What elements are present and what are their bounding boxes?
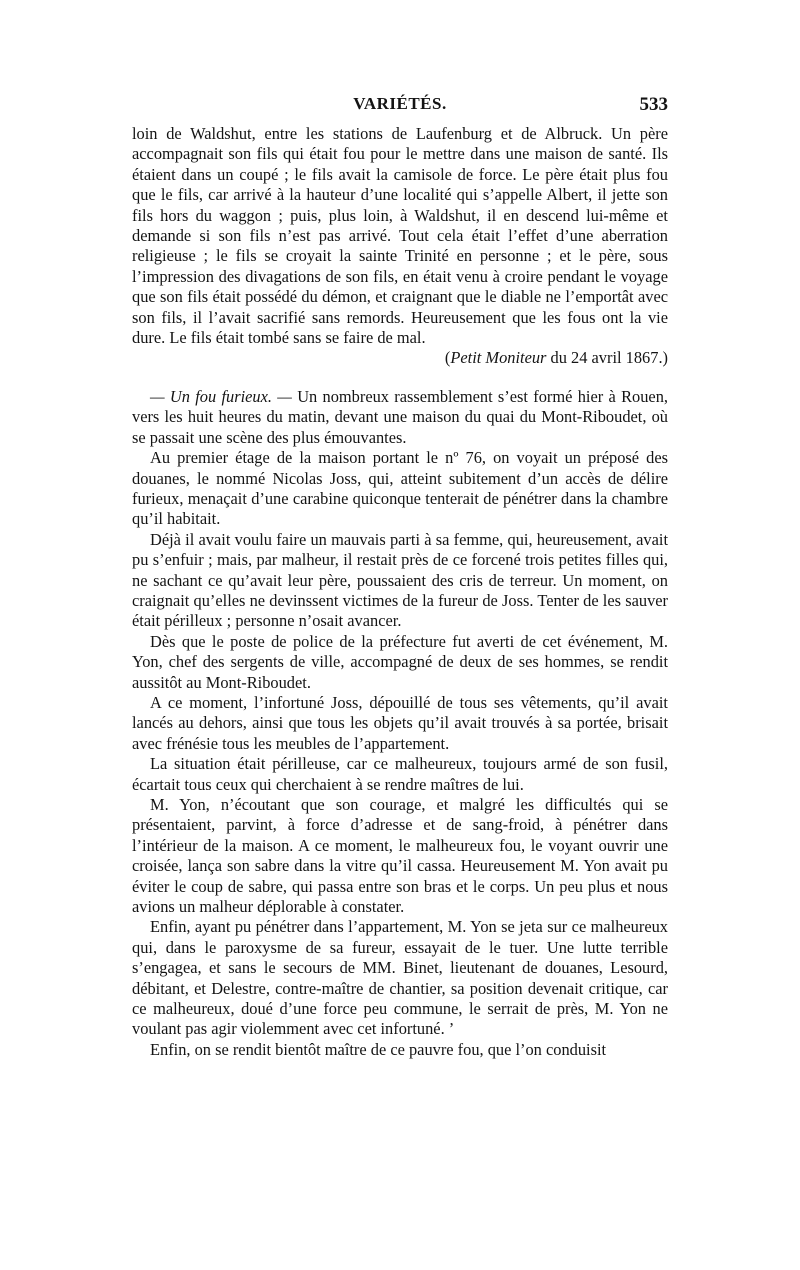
article-rubric: — Un fou furieux. — [150, 386, 292, 406]
source-date: du 24 avril 1867.) [546, 348, 668, 368]
article-paragraph: Au premier étage de la maison portant le nº 76, on voyait un préposé des douanes, le nommé Nicolas Joss, qui, atteint subitement d’un accès de délire furieux, menaçait d’une carabine quiconque tenterait de pénétrer dans la chambre qu’il habitait. [132, 448, 668, 529]
article-paragraph: A ce moment, l’infortuné Joss, dépouillé de tous ses vêtements, qu’il avait lancés au dehors, ainsi que tous les objets qu’il avait trouvés à sa portée, brisait avec frénésie tous les meubles de l’appartement. [132, 692, 668, 753]
running-head [132, 94, 668, 124]
page-body [132, 124, 668, 1060]
article-paragraph: Dès que le poste de police de la préfecture fut averti de cet événement, M. Yon, chef des sergents de ville, accompagné de deux de ses hommes, se rendit aussitôt au Mont-Riboudet. [132, 631, 668, 692]
page-number: 533 [639, 94, 668, 115]
article-paragraph: Enfin, ayant pu pénétrer dans l’appartement, M. Yon se jeta sur ce malheureux qui, dans le paroxysme de sa fureur, essayait de le tuer. Une lutte terrible s’engagea, et sans le secours de MM. Binet, lieutenant de douanes, Lesourd, débitant, et Delestre, contre-maître de chantier, sa position devenait critique, car ce malheureux, doué d’une force peu commune, le serrait de près, M. Yon ne voulant pas agir violemment avec cet infortuné. ’ [132, 917, 668, 1039]
article-intro [132, 387, 668, 448]
article-paragraph: M. Yon, n’écoutant que son courage, et malgré les difficultés qui se présentaient, parvint, à force d’adresse et de sang-froid, à pénétrer dans l’intérieur de la maison. A ce moment, le malheureux fou, le voyant ouvrir une croisée, lança son sabre dans la vitre qu’il cassa. Heureusement M. Yon avait pu éviter le coup de sabre, qui passa entre son bras et le corps. Un peu plus et nous avions un malheur déplorable à constater. [132, 795, 668, 917]
article-paragraph: La situation était périlleuse, car ce malheureux, toujours armé de son fusil, écartait tous ceux qui cherchaient à se rendre maîtres de lui. [132, 754, 668, 794]
source-open: ( [444, 348, 451, 368]
source-citation [132, 348, 668, 368]
book-page [132, 94, 668, 1060]
article-paragraph: Déjà il avait voulu faire un mauvais parti à sa femme, qui, heureusement, avait pu s’enfuir ; mais, par malheur, il restait près de ce forcené trois petites filles qui, ne sachant ce qu’avait leur père, poussaient des cris de terreur. Un moment, on craignait qu’elles ne devinssent victimes de la fureur de Joss. Tenter de les sauver était périlleux ; personne n’osait avancer. [132, 529, 668, 631]
article-paragraph: Enfin, on se rendit bientôt maître de ce pauvre fou, que l’on conduisit [150, 1039, 607, 1059]
intro-text: Un nombreux rassemblement s’est formé hier à Rouen, vers les huit heures du matin, devant une maison du quai du Mont-Riboudet, où se passait une scène des plus émouvantes. [132, 386, 668, 447]
article-paragraph: loin de Waldshut, entre les stations de Laufenburg et de Albruck. Un père accompagnait son fils qui était fou pour le mettre dans une maison de santé. Ils étaient dans un coupé ; le fils avait la camisole de force. Le père était plus fou que le fils, car arrivé à la hauteur d’une localité qui s’appelle Albert, il jette son fils hors du waggon ; puis, plus loin, à Waldshut, il en descend lui-même et demande si son fils n’est pas arrivé. Tout cela était l’effet d’une aberration religieuse ; le fils se croyait la sainte Trinité en personne ; et le père, sous l’impression des divagations de son fils, en était venu à croire pendant le voyage que son fils était possédé du démon, et craignant que le diable ne l’emportât avec son fils, il l’avait sacrifié sans remords. Heureusement que les fous ont la vie dure. Le fils était tombé sans se faire de mal. [132, 124, 668, 348]
source-title: Petit Moniteur [450, 348, 547, 368]
section-title: VARIÉTÉS. [353, 94, 447, 113]
